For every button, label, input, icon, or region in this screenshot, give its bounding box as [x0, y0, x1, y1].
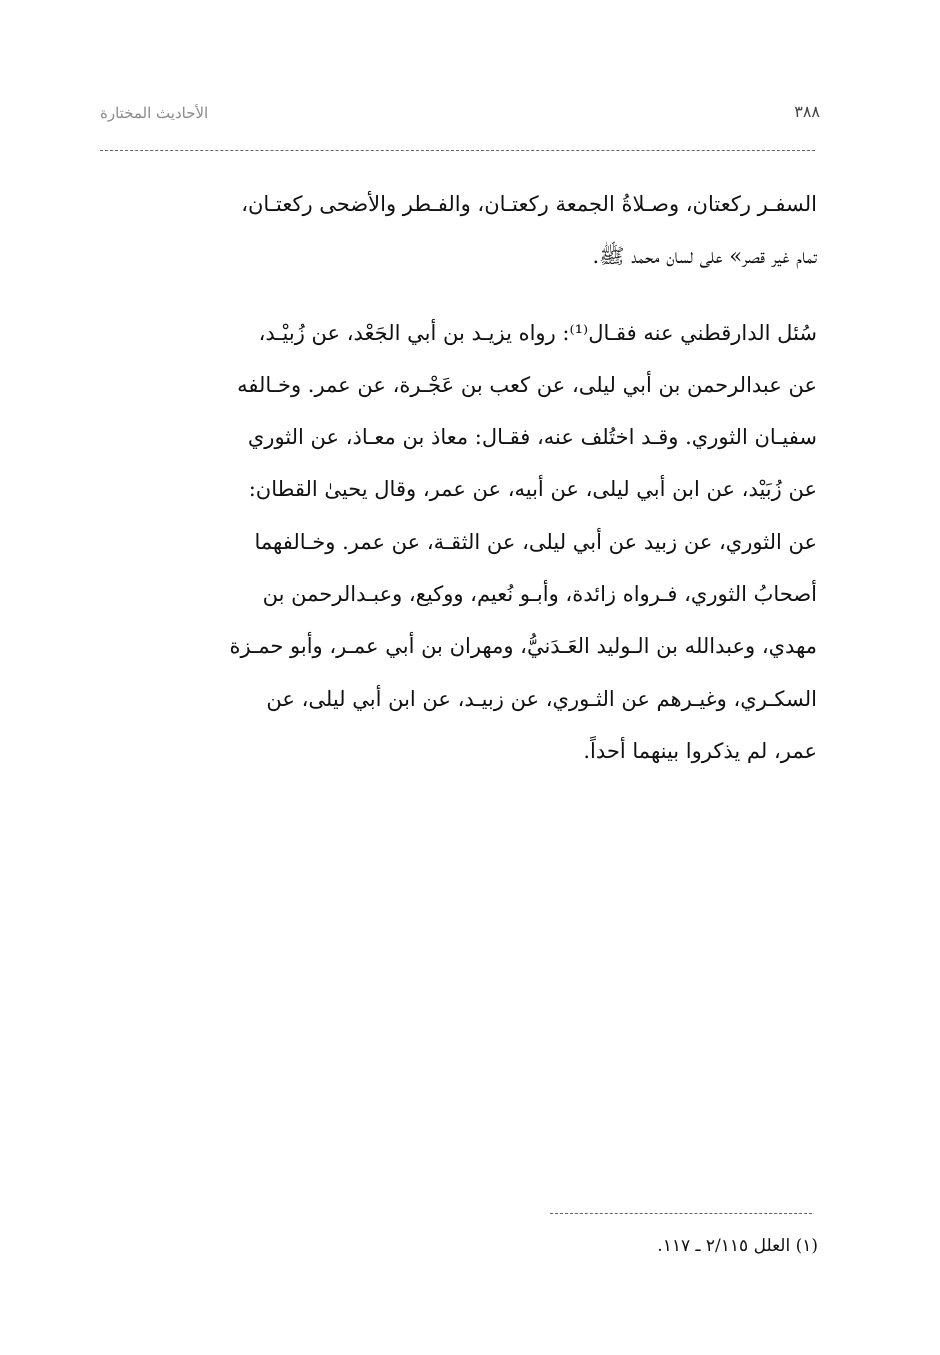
- paragraph-gap: [100, 283, 817, 307]
- paragraph-2-line: عن عبدالرحمن بن أبي ليلى، عن كعب بن عَجْـرة، عن عمر. وخـالفه: [237, 372, 817, 397]
- paragraph-1-line: تمام غير قصر» على لسان محمد ﷺ.: [592, 244, 817, 269]
- footnote-divider: [550, 1213, 812, 1214]
- paragraph-2-line: سفيـان الثوري. وقـد اختُلف عنه، فقـال: معاذ بن معـاذ، عن الثوري: [247, 425, 817, 450]
- footnote: (١) العلل ٢/١١٥ ـ ١١٧.: [657, 1236, 818, 1256]
- paragraph-1-line: السفـر ركعتان، وصـلاةُ الجمعة ركعتـان، والفـطر والأضحى ركعتـان،: [241, 192, 817, 216]
- paragraph-2-line: عن الثوري، عن زبيد عن أبي ليلى، عن الثقـة، عن عمر. وخـالفهما: [254, 529, 817, 554]
- body-text: [100, 178, 817, 777]
- paragraph-2-line: عن زُبَيْد، عن ابن أبي ليلى، عن أبيه، عن عمر، وقال يحيىٰ القطان:: [248, 477, 817, 502]
- header-divider: [100, 150, 815, 151]
- running-title: الأحاديث المختارة: [100, 104, 209, 122]
- paragraph-2-line: عمر، لم يذكروا بينهما أحداً.: [583, 738, 817, 763]
- paragraph-2-line: السكـري، وغيـرهم عن الثـوري، عن زبيـد، عن ابن أبي ليلى، عن: [266, 686, 817, 711]
- page-number: ٣٨٨: [794, 102, 820, 121]
- paragraph-2-line: سُئل الدارقطني عنه فقـال⁽¹⁾: رواه يزيـد بن أبي الجَعْد، عن زُبيْـد،: [258, 320, 817, 345]
- paragraph-2-line: أصحابُ الثوري، فـرواه زائدة، وأبـو نُعيم، ووكيع، وعبـدالرحمن بن: [262, 582, 817, 607]
- page-header: [100, 102, 820, 132]
- paragraph-2-line: مهدي، وعبدالله بن الـوليد العَـدَنيُّ، ومهران بن أبي عمـر، وأبو حمـزة: [229, 634, 817, 659]
